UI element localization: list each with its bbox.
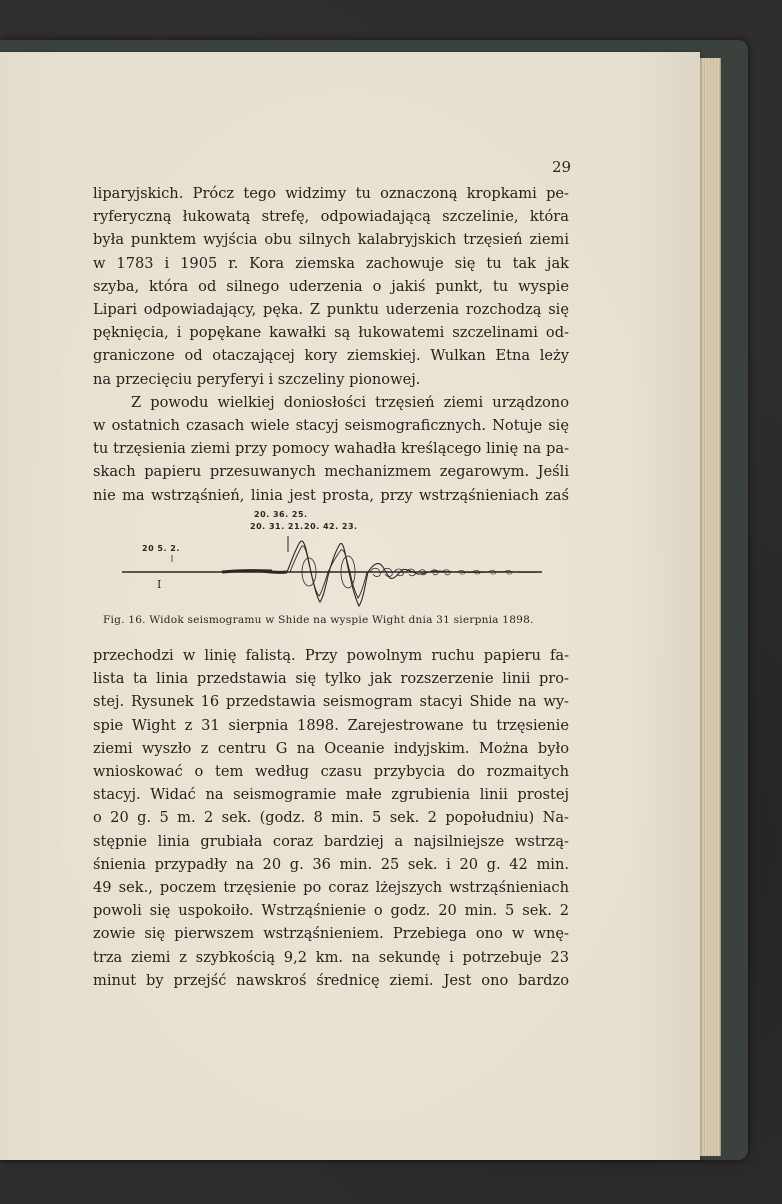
text-line: ziemi wyszło z centru G na Oceanie indyjskim. Można było (93, 739, 569, 757)
figure-caption: Fig. 16. Widok seismogramu w Shide na wyspie Wight dnia 31 sierpnia 1898. (103, 614, 534, 626)
text-block-bottom (93, 644, 569, 992)
text-line: o 20 g. 5 m. 2 sek. (godz. 8 min. 5 sek. 2 popołudniu) Na- (93, 809, 569, 827)
text-line: spie Wight z 31 sierpnia 1898. Zarejestrowane tu trzęsienie (93, 716, 569, 734)
text-line: stacyj. Widać na seismogramie małe zgrubienia linii prostej (93, 786, 569, 804)
text-line: skach papieru przesuwanych mechanizmem zegarowym. Jeśli (93, 463, 569, 481)
text-line: śnienia przypadły na 20 g. 36 min. 25 sek. i 20 g. 42 min. (93, 855, 569, 873)
figure-label-right-times: 20. 42. 23. (304, 522, 358, 531)
text-line: graniczone od otaczającej kory ziemskiej. Wulkan Etna leży (93, 347, 569, 365)
text-line: nie ma wstrząśnień, linia jest prosta, przy wstrząśnieniach zaś (93, 486, 569, 504)
text-line: przechodzi w linię falistą. Przy powolnym ruchu papieru fa- (93, 647, 569, 664)
text-line: Z powodu wielkiej doniosłości trzęsień ziemi urządzono (131, 393, 569, 411)
text-line: Lipari odpowiadający, pęka. Z punktu uderzenia rozchodzą się (93, 301, 569, 319)
seismogram-figure (112, 500, 562, 615)
text-line: szyba, która od silnego uderzenia o jakiś punkt, tu wyspie (93, 277, 569, 295)
text-block-top (93, 182, 569, 507)
figure-label-start-time: 20 5. 2. (142, 544, 180, 553)
text-line: była punktem wyjścia obu silnych kalabryjskich trzęsień ziemi (93, 231, 569, 249)
text-line: w ostatnich czasach wiele stacyj seismograficznych. Notuje się (93, 417, 569, 435)
text-line: trza ziemi z szybkością 9,2 km. na sekundę i potrzebuje 23 (93, 948, 569, 966)
figure-label-marker: I (157, 578, 162, 591)
text-line: na przecięciu peryferyi i szczeliny pionowej. (93, 370, 421, 388)
figure-label-left-times: 20. 31. 21. (250, 522, 304, 531)
text-line: ryferyczną łukowatą strefę, odpowiadającą szczelinie, która (93, 208, 569, 226)
text-line: w 1783 i 1905 r. Kora ziemska zachowuje się tu tak jak (93, 254, 569, 272)
text-line: stej. Rysunek 16 przedstawia seismogram stacyi Shide na wy- (93, 693, 569, 711)
text-line: stępnie linia grubiała coraz bardziej a najsilniejsze wstrzą- (93, 832, 569, 850)
seismogram-trace (112, 500, 562, 615)
text-line: tu trzęsienia ziemi przy pomocy wahadła kreślącego linię na pa- (93, 440, 569, 458)
page-number: 29 (552, 158, 572, 176)
text-line: minut by przejść nawskroś średnicę ziemi. Jest ono bardzo (93, 971, 569, 989)
text-line: 49 sek., poczem trzęsienie po coraz lżejszych wstrząśnieniach (93, 879, 569, 897)
text-line: wnioskować o tem według czasu przybycia do rozmaitych (93, 763, 569, 781)
text-line: pęknięcia, i popękane kawałki są łukowatemi szczelinami od- (93, 324, 569, 342)
text-line: zowie się pierwszem wstrząśnieniem. Przebiega ono w wnę- (93, 925, 569, 943)
text-line: liparyjskich. Prócz tego widzimy tu oznaczoną kropkami pe- (93, 185, 569, 202)
text-line: powoli się uspokoiło. Wstrząśnienie o godz. 20 min. 5 sek. 2 (93, 902, 569, 920)
figure-label-top-row: 20. 36. 25. (254, 510, 308, 519)
text-line: lista ta linia przedstawia się tylko jak rozszerzenie linii pro- (93, 670, 569, 688)
